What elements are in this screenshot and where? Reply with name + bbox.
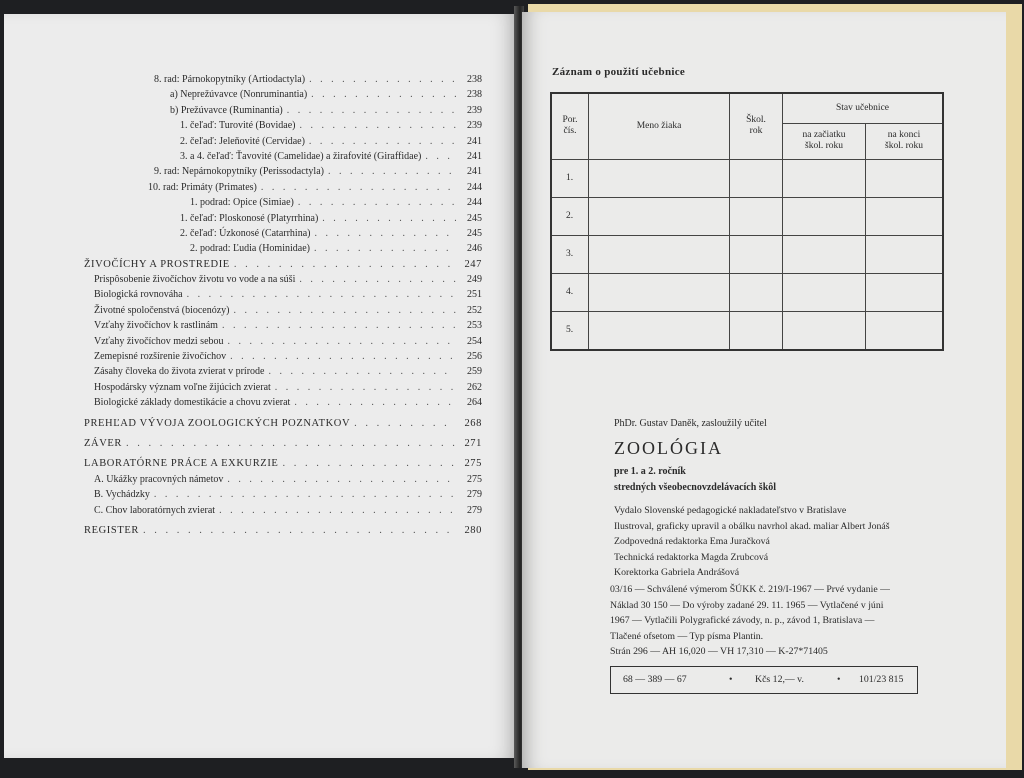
- toc-leader-dots: [126, 436, 456, 451]
- catalog-number: 101/23 815: [859, 674, 904, 685]
- toc-leader-dots: [300, 118, 456, 133]
- table-row: [551, 235, 943, 273]
- toc-leader-dots: [268, 364, 456, 379]
- header-zaciatok: [783, 123, 866, 159]
- toc-entry: [84, 349, 482, 364]
- toc-label: A. Ukážky pracovných námetov: [94, 473, 224, 485]
- toc-label: ŽIVOČÍCHY A PROSTREDIE: [84, 258, 230, 270]
- toc-leader-dots: [143, 523, 456, 538]
- table-row: [551, 273, 943, 311]
- header-zac-label: na začiatku: [802, 130, 846, 140]
- toc-page-number: 241: [467, 166, 482, 178]
- toc-entry: [84, 416, 482, 431]
- toc-page-number: 271: [464, 437, 482, 449]
- empty-cell: [730, 273, 783, 311]
- empty-cell: [783, 197, 866, 235]
- pubinfo-line: Strán 296 — AH 16,020 — VH 17,310 — K-27*71405: [610, 646, 828, 658]
- toc-entry: [84, 72, 482, 87]
- toc-entry: [84, 436, 482, 451]
- header-cis-label: čís.: [563, 126, 577, 137]
- subtitle-school: stredných všeobecnovzdelávacích škôl: [614, 482, 777, 493]
- toc-entry: [84, 287, 482, 302]
- row-number: 2.: [551, 197, 589, 235]
- row-number: 5.: [551, 311, 589, 350]
- credit-line: Korektorka Gabriela Andrášová: [614, 567, 740, 579]
- toc-label: 9. rad: Nepárnokopytníky (Perissodactyla): [154, 166, 324, 178]
- empty-cell: [730, 159, 783, 197]
- credits-block: [614, 503, 890, 581]
- table-row: [551, 159, 943, 197]
- header-skol: [730, 93, 783, 159]
- table-of-contents: [84, 72, 482, 538]
- toc-page-number: 244: [467, 197, 482, 209]
- toc-label: PREHĽAD VÝVOJA ZOOLOGICKÝCH POZNATKOV: [84, 417, 351, 429]
- toc-leader-dots: [328, 164, 456, 179]
- toc-page-number: 245: [467, 227, 482, 239]
- toc-page-number: 279: [467, 489, 482, 501]
- row-number: 4.: [551, 273, 589, 311]
- toc-label: Biologické základy domestikácie a chovu zvierat: [94, 397, 291, 409]
- empty-cell: [866, 197, 944, 235]
- toc-page-number: 256: [467, 351, 482, 363]
- header-kon-label: na konci: [887, 130, 921, 140]
- toc-entry: [84, 487, 482, 502]
- toc-page-number: 238: [467, 74, 482, 85]
- toc-entry: [84, 257, 482, 272]
- toc-label: Životné spoločenstvá (biocenózy): [94, 304, 230, 316]
- credit-line: Vydalo Slovenské pedagogické nakladateľstvo v Bratislave: [614, 505, 847, 516]
- toc-leader-dots: [222, 318, 456, 333]
- credit-line: Ilustroval, graficky upravil a obálku navrhol akad. maliar Albert Jonáš: [614, 520, 890, 532]
- toc-entry: [84, 380, 482, 395]
- toc-page-number: 249: [467, 274, 482, 286]
- toc-entry: [84, 103, 482, 118]
- toc-entry: [84, 87, 482, 102]
- toc-leader-dots: [294, 395, 456, 410]
- toc-label: Zemepisné rozšírenie živočíchov: [94, 351, 227, 363]
- toc-label: C. Chov laboratórnych zvierat: [94, 504, 216, 516]
- toc-label: b) Prežúvavce (Ruminantia): [170, 104, 283, 116]
- toc-leader-dots: [309, 134, 456, 149]
- toc-label: Zásahy človeka do života zvierat v prírode: [94, 366, 265, 378]
- empty-cell: [783, 311, 866, 350]
- toc-label: 2. čeľaď: Úzkonosé (Catarrhina): [180, 227, 311, 239]
- toc-leader-dots: [230, 349, 456, 364]
- header-skol-label: Škol.: [746, 115, 766, 126]
- toc-page-number: 246: [467, 243, 482, 255]
- empty-cell: [589, 311, 730, 350]
- header-koniec: [866, 123, 944, 159]
- toc-page-number: 251: [467, 289, 482, 301]
- toc-page-number: 279: [467, 504, 482, 516]
- toc-leader-dots: [227, 472, 456, 487]
- toc-label: a) Neprežúvavce (Nonruminantia): [170, 89, 308, 101]
- bullet-2: •: [837, 674, 841, 685]
- toc-entry: [84, 395, 482, 410]
- toc-label: 1. podrad: Opice (Simiae): [190, 197, 294, 209]
- price: Kčs 12,— v.: [755, 674, 804, 685]
- toc-label: 1. čeľaď: Turovité (Bovidae): [180, 120, 296, 132]
- toc-page-number: 241: [467, 150, 482, 162]
- publication-info: [610, 582, 890, 660]
- toc-leader-dots: [309, 72, 456, 87]
- toc-leader-dots: [275, 380, 456, 395]
- toc-label: Vzťahy živočíchov medzi sebou: [94, 335, 224, 347]
- toc-label: 8. rad: Párnokopytníky (Artiodactyla): [154, 74, 306, 85]
- toc-leader-dots: [425, 149, 456, 164]
- toc-label: 3. a 4. čeľaď: Ťavovité (Camelidae) a žirafovité (Giraffidae): [180, 150, 422, 162]
- toc-label: B. Vychádzky: [94, 489, 150, 501]
- row-number: 1.: [551, 159, 589, 197]
- header-rok-label: rok: [749, 126, 763, 137]
- subtitle-grade: pre 1. a 2. ročník: [614, 466, 686, 477]
- toc-entry: [84, 472, 482, 487]
- toc-entry: [84, 195, 482, 210]
- toc-page-number: 253: [467, 320, 482, 332]
- table-row: [551, 197, 943, 235]
- toc-label: Biologická rovnováha: [94, 289, 183, 301]
- toc-page-number: 241: [467, 135, 482, 147]
- toc-label: 1. čeľaď: Ploskonosé (Platyrrhina): [180, 212, 319, 224]
- empty-cell: [783, 273, 866, 311]
- empty-cell: [866, 273, 944, 311]
- toc-leader-dots: [228, 334, 456, 349]
- toc-label: 2. čeľaď: Jeleňovité (Cervidae): [180, 135, 305, 147]
- empty-cell: [783, 235, 866, 273]
- row-number: 3.: [551, 235, 589, 273]
- toc-entry: [84, 334, 482, 349]
- toc-label: REGISTER: [84, 524, 139, 536]
- price-box: [610, 666, 918, 694]
- table-row: [551, 311, 943, 350]
- toc-entry: [84, 118, 482, 133]
- pubinfo-line: 03/16 — Schválené výmerom ŠÚKK č. 219/I-1967 — Prvé vydanie —: [610, 584, 890, 595]
- toc-entry: [84, 364, 482, 379]
- empty-cell: [589, 235, 730, 273]
- toc-page-number: 239: [467, 104, 482, 116]
- credit-line: Zodpovedná redaktorka Ema Juračková: [614, 536, 770, 548]
- author-line: PhDr. Gustav Daněk, zasloužilý učitel: [614, 418, 767, 429]
- pubinfo-line: Tlačené ofsetom — Typ písma Plantin.: [610, 630, 764, 642]
- toc-page-number: 264: [467, 397, 482, 409]
- credit-line: Technická redaktorka Magda Zrubcová: [614, 551, 769, 563]
- toc-page-number: 280: [464, 524, 482, 536]
- toc-leader-dots: [298, 195, 456, 210]
- header-meno: Meno žiaka: [589, 93, 730, 159]
- toc-leader-dots: [234, 303, 456, 318]
- toc-leader-dots: [322, 211, 456, 226]
- toc-entry: [84, 318, 482, 333]
- toc-entry: [84, 149, 482, 164]
- empty-cell: [730, 235, 783, 273]
- toc-label: Hospodársky význam voľne žijúcich zvierat: [94, 381, 271, 393]
- toc-page-number: 262: [467, 381, 482, 393]
- toc-entry: [84, 226, 482, 241]
- toc-page-number: 239: [467, 120, 482, 132]
- header-zac2-label: škol. roku: [805, 141, 843, 151]
- toc-page-number: 238: [467, 89, 482, 101]
- toc-entry: [84, 164, 482, 179]
- toc-leader-dots: [354, 416, 456, 431]
- toc-page-number: 245: [467, 212, 482, 224]
- toc-page-number: 247: [464, 258, 482, 270]
- price-code: 68 — 389 — 67: [623, 674, 687, 685]
- bullet-1: •: [729, 674, 733, 685]
- empty-cell: [783, 159, 866, 197]
- toc-entry: [84, 180, 482, 195]
- toc-page-number: 275: [467, 473, 482, 485]
- toc-entry: [84, 211, 482, 226]
- toc-leader-dots: [314, 226, 456, 241]
- toc-leader-dots: [154, 487, 456, 502]
- toc-page-number: 268: [464, 417, 482, 429]
- header-kon2-label: škol. roku: [885, 141, 923, 151]
- toc-page-number: 254: [467, 335, 482, 347]
- toc-page-number: 275: [464, 458, 482, 470]
- toc-entry: [84, 503, 482, 518]
- empty-cell: [589, 159, 730, 197]
- toc-leader-dots: [282, 456, 456, 471]
- toc-leader-dots: [299, 272, 456, 287]
- book-title: ZOOLÓGIA: [614, 438, 723, 458]
- pubinfo-line: 1967 — Vytlačili Polygrafické závody, n. p., závod 1, Bratislava —: [610, 615, 875, 627]
- usage-record-table: [550, 92, 944, 351]
- empty-cell: [866, 235, 944, 273]
- toc-entry: [84, 523, 482, 538]
- header-por-label: Por.: [562, 115, 578, 126]
- toc-page-number: 252: [467, 304, 482, 316]
- toc-leader-dots: [234, 257, 456, 272]
- toc-label: Vzťahy živočíchov k rastlinám: [94, 320, 218, 332]
- toc-label: Prispôsobenie živočíchov životu vo vode a na súši: [94, 274, 296, 286]
- empty-cell: [866, 159, 944, 197]
- toc-entry: [84, 303, 482, 318]
- toc-entry: [84, 456, 482, 471]
- empty-cell: [730, 197, 783, 235]
- toc-label: ZÁVER: [84, 437, 122, 449]
- empty-cell: [866, 311, 944, 350]
- toc-page-number: 259: [467, 366, 482, 378]
- empty-cell: [589, 273, 730, 311]
- toc-leader-dots: [311, 87, 456, 102]
- header-por: [551, 93, 589, 159]
- toc-label: 10. rad: Primáty (Primates): [148, 181, 257, 193]
- empty-cell: [730, 311, 783, 350]
- toc-label: 2. podrad: Ľudia (Hominidae): [190, 243, 310, 255]
- toc-leader-dots: [314, 241, 456, 256]
- toc-leader-dots: [219, 503, 456, 518]
- record-title: Záznam o použití učebnice: [552, 66, 686, 78]
- toc-leader-dots: [187, 287, 456, 302]
- toc-entry: [84, 134, 482, 149]
- header-stav: Stav učebnice: [783, 93, 944, 123]
- toc-leader-dots: [287, 103, 456, 118]
- toc-page-number: 244: [467, 181, 482, 193]
- empty-cell: [589, 197, 730, 235]
- toc-label: LABORATÓRNE PRÁCE A EXKURZIE: [84, 458, 279, 470]
- toc-entry: [84, 241, 482, 256]
- toc-leader-dots: [261, 180, 456, 195]
- toc-entry: [84, 272, 482, 287]
- pubinfo-line: Náklad 30 150 — Do výroby zadané 29. 11. 1965 — Vytlačené v júni: [610, 599, 884, 611]
